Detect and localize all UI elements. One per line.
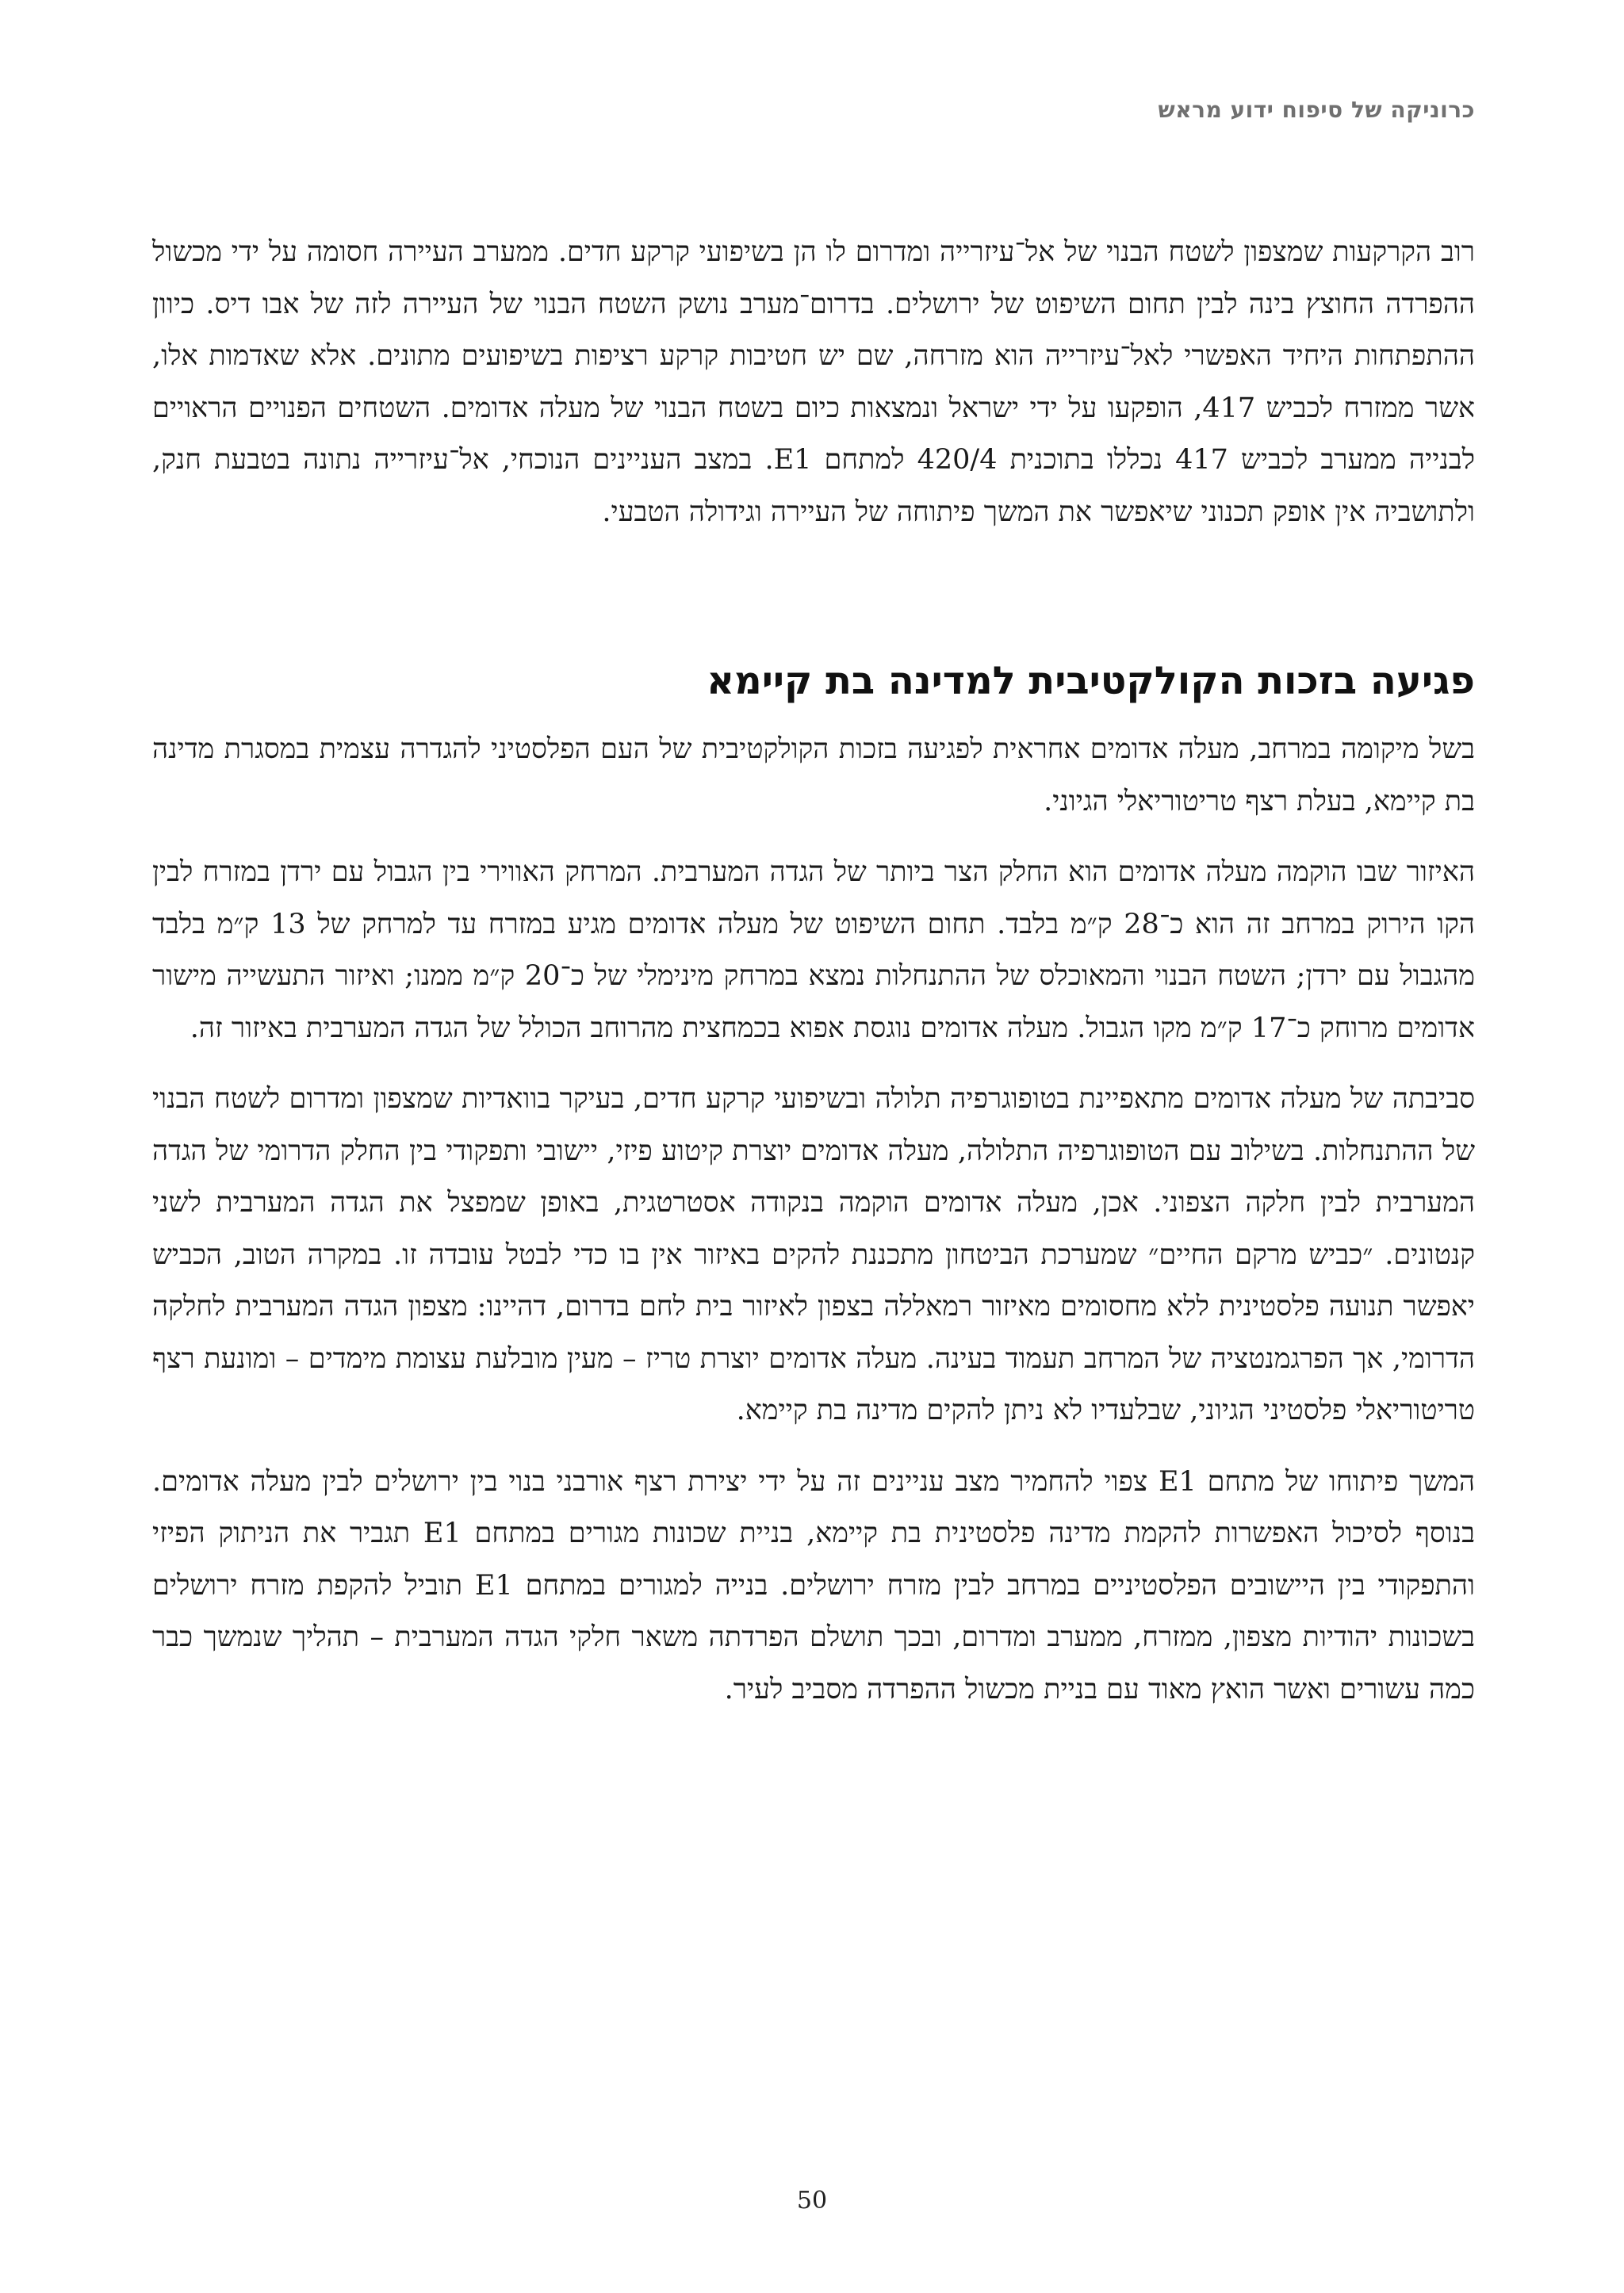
- intro-paragraph: רוב הקרקעות שמצפון לשטח הבנוי של אל־עיזרייה ומדרום לו הן בשיפועי קרקע חדים. ממערב העיירה חסומה על ידי מכשול ההפרדה החוצץ בינה לבין תחום השיפוט של ירושלים. בדרום־מערב נושק השטח הבנוי של העיירה לזה של אבו דיס. כיוון ההתפתחות היחיד האפשרי לאל־עיזרייה הוא מזרחה, שם יש חטיבות קרקע רציפות בשיפועים מתונים. אלא שאדמות אלו, אשר ממזרח לכביש 417, הופקעו על ידי ישראל ונמצאות כיום בשטח הבנוי של מעלה אדומים. השטחים הפנויים הראויים לבנייה ממערב לכביש 417 נכללו בתוכנית 420/4 למתחם E1. במצב העניינים הנוכחי, אל־עיזרייה נתונה בטבעת חנק, ולתושביה אין אופק תכנוני שיאפשר את המשך פיתוחה של העיירה וגידולה הטבעי.: [152, 236, 1475, 528]
- running-header: כרוניקה של סיפוח ידוע מראש: [1158, 97, 1475, 123]
- page-number: 50: [796, 2187, 828, 2215]
- section-spacer: [152, 538, 1475, 649]
- section-paragraph-4: המשך פיתוחו של מתחם E1 צפוי להחמיר מצב עניינים זה על ידי יצירת רצף אורבני בנוי בין ירושלים לבין מעלה אדומים. בנוסף לסיכול האפשרות להקמת מדינה פלסטינית בת קיימא, בניית שכונות מגורים במתחם E1 תגביר את הניתוק הפיזי והתפקודי בין היישובים הפלסטיניים במרחב לבין מזרח ירושלים. בנייה למגורים במתחם E1 תוביל להקפת מזרח ירושלים בשכונות יהודיות מצפון, ממזרח, ממערב ומדרום, ובכך תושלם הפרדתה משאר חלקי הגדה המערבית – תהליך שנמשך כבר כמה עשורים ואשר הואץ מאוד עם בניית מכשול ההפרדה מסביב לעיר.: [152, 1465, 1475, 1705]
- section-paragraph-1: בשל מיקומה במרחב, מעלה אדומים אחראית לפגיעה בזכות הקולקטיבית של העם הפלסטיני להגדרה עצמית במסגרת מדינה בת קיימא, בעלת רצף טריטוריאלי הגיוני.: [152, 733, 1475, 817]
- section-paragraph-3: סביבתה של מעלה אדומים מתאפיינת בטופוגרפיה תלולה ובשיפועי קרקע חדים, בעיקר בוואדיות שמצפון ומדרום לשטח הבנוי של ההתנחלות. בשילוב עם הטופוגרפיה התלולה, מעלה אדומים יוצרת קיטוע פיזי, יישובי ותפקודי בין החלק הדרומי של הגדה המערבית לבין חלקה הצפוני. אכן, מעלה אדומים הוקמה בנקודה אסטרטגית, באופן שמפצל את הגדה המערבית לשני קנטונים. ״כביש מרקם החיים״ שמערכת הביטחון מתכננת להקים באיזור אין בו כדי לבטל עובדה זו. במקרה הטוב, הכביש יאפשר תנועה פלסטינית ללא מחסומים מאיזור רמאללה בצפון לאיזור בית לחם בדרום, דהיינו: מצפון הגדה המערבית לחלקה הדרומי, אך הפרגמנטציה של המרחב תעמוד בעינה. מעלה אדומים יוצרת טריז – מעין מובלעת עצומת מימדים – ומונעת רצף טריטוריאלי פלסטיני הגיוני, שבלעדיו לא ניתן להקים מדינה בת קיימא.: [152, 1083, 1475, 1426]
- section-paragraph-2: האיזור שבו הוקמה מעלה אדומים הוא החלק הצר ביותר של הגדה המערבית. המרחק האווירי בין הגבול עם ירדן במזרח לבין הקו הירוק במרחב זה הוא כ־28 ק״מ בלבד. תחום השיפוט של מעלה אדומים מגיע במזרח עד למרחק של 13 ק״מ בלבד מהגבול עם ירדן; השטח הבנוי והמאוכלס של ההתנחלות נמצא במרחק מינימלי של כ־20 ק״מ ממנו; ואיזור התעשייה מישור אדומים מרוחק כ־17 ק״מ מקו הגבול. מעלה אדומים נוגסת אפוא בכמחצית מהרוחב הכולל של הגדה המערבית באיזור זה.: [152, 856, 1476, 1044]
- page-body: [152, 227, 1475, 1716]
- section-heading: פגיעה בזכות הקולקטיבית למדינה בת קיימא: [707, 659, 1475, 703]
